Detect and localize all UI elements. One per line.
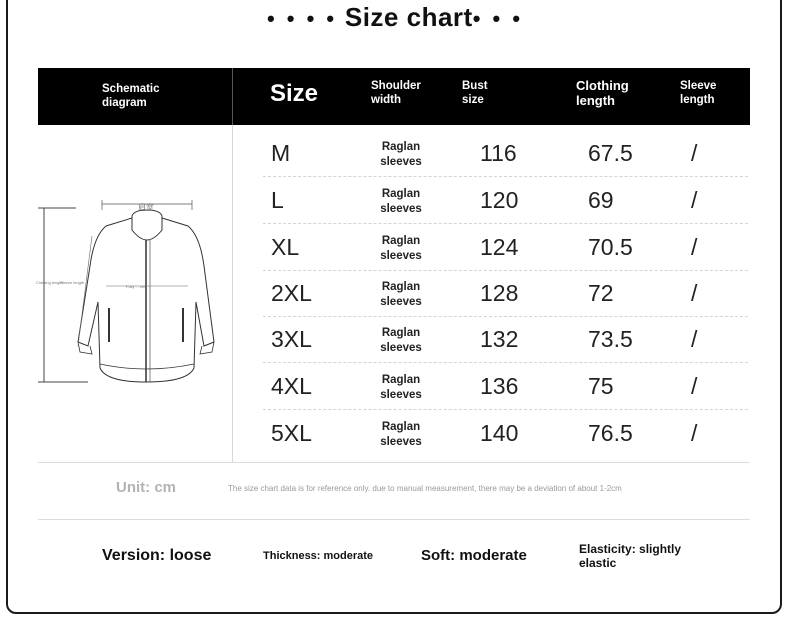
header-shoulder: Shoulder width: [371, 80, 421, 106]
length-cell: 72: [588, 280, 614, 306]
size-cell: M: [271, 140, 291, 166]
shoulder-cell: Raglan sleeves: [380, 374, 422, 401]
bust-label: Fully ... cm: [126, 284, 146, 289]
size-cell: L: [271, 187, 284, 213]
header-divider: [232, 68, 233, 125]
shoulder-cn-label: 肩宽: [138, 203, 154, 212]
bust-cell: 116: [480, 140, 517, 166]
table-row: [233, 270, 750, 317]
spec-soft: Soft: moderate: [421, 547, 527, 564]
page-title: [0, 2, 790, 33]
sleeve-cell: /: [691, 420, 698, 446]
bust-cell: 128: [480, 280, 519, 306]
header-schematic: Schematic diagram: [102, 83, 160, 109]
table-row: [233, 410, 750, 457]
sleeve-cell: /: [691, 234, 698, 260]
bust-cell: 136: [480, 373, 519, 399]
shoulder-cell: Raglan sleeves: [380, 421, 422, 448]
unit-label: Unit: cm: [116, 479, 176, 496]
length-cell: 75: [588, 373, 614, 399]
shoulder-cell: Raglan sleeves: [380, 141, 422, 168]
title-dots-left: • • • •: [266, 6, 338, 31]
table-row: [233, 224, 750, 271]
table-row: [233, 130, 750, 177]
shoulder-cell: Raglan sleeves: [380, 281, 422, 308]
header-length: Clothing length: [576, 78, 629, 108]
title-text: Size chart: [344, 2, 473, 32]
size-cell: 5XL: [271, 420, 312, 446]
bust-cell: 140: [480, 420, 519, 446]
bust-cell: 124: [480, 234, 519, 260]
shoulder-cell: Raglan sleeves: [380, 327, 422, 354]
sleeve-cell: /: [691, 140, 698, 166]
size-cell: 2XL: [271, 280, 312, 306]
measurement-note: The size chart data is for reference only. due to manual measurement, there may be a deviation of about 1-2cm: [228, 484, 622, 493]
size-cell: 3XL: [271, 326, 312, 352]
length-cell: 73.5: [588, 326, 633, 352]
table-row: [233, 363, 750, 410]
spec-elasticity: Elasticity: slightly elastic: [579, 542, 682, 570]
clothing-length-label: Clothing length: [36, 280, 63, 285]
header-bust: Bust size: [462, 80, 488, 106]
sleeve-cell: /: [691, 326, 698, 352]
spec-thickness: Thickness: moderate: [263, 550, 374, 562]
size-cell: 4XL: [271, 373, 312, 399]
divider-line: [38, 462, 750, 463]
jacket-diagram: [36, 196, 222, 390]
header-sleeve: Sleeve length: [680, 80, 717, 106]
title-dots-right: • • •: [472, 6, 524, 31]
sleeve-length-label: Sleeve length: [60, 280, 85, 285]
spec-version: Version: loose: [102, 547, 212, 564]
size-cell: XL: [271, 234, 300, 260]
shoulder-cell: Raglan sleeves: [380, 235, 422, 262]
table-header: [38, 68, 750, 125]
length-cell: 67.5: [588, 140, 633, 166]
table-row: [233, 177, 750, 224]
divider-line: [38, 519, 750, 520]
sleeve-cell: /: [691, 280, 698, 306]
header-size: Size: [270, 80, 319, 107]
table-row: [233, 316, 750, 363]
length-cell: 69: [588, 187, 614, 213]
length-cell: 76.5: [588, 420, 633, 446]
sleeve-cell: /: [691, 187, 698, 213]
shoulder-cell: Raglan sleeves: [380, 188, 422, 215]
sleeve-cell: /: [691, 373, 698, 399]
bust-cell: 120: [480, 187, 519, 213]
length-cell: 70.5: [588, 234, 633, 260]
bust-cell: 132: [480, 326, 519, 352]
